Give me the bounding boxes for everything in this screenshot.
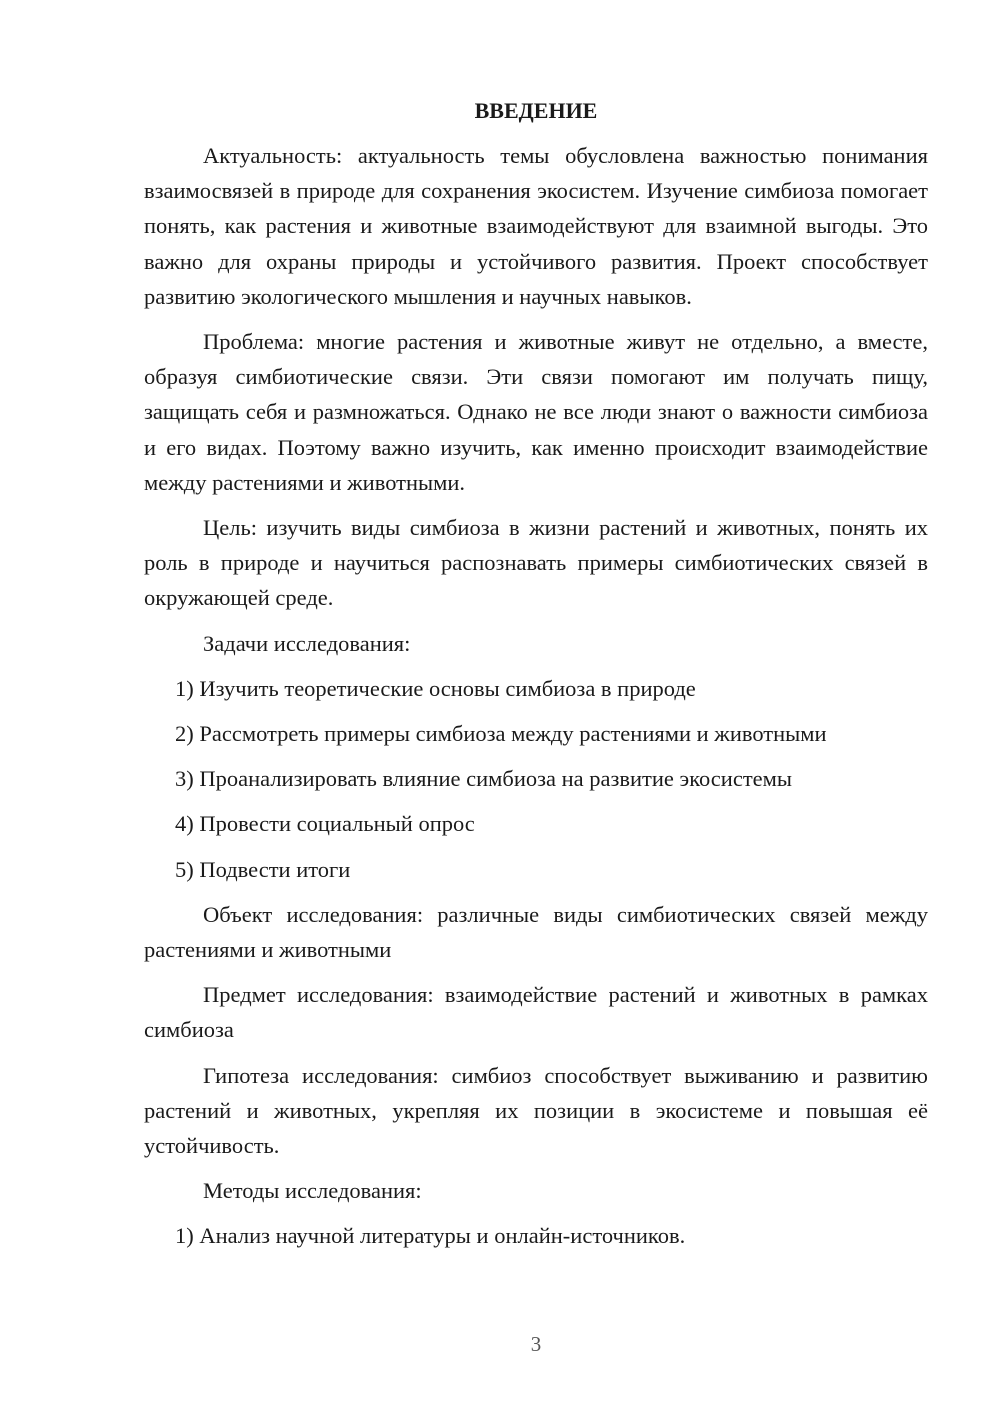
methods-heading: Методы исследования: (203, 1178, 422, 1204)
document-page (144, 96, 928, 1264)
goal-paragraph: Цель: изучить виды симбиоза в жизни растений и животных, понять их роль в природе и научиться распознавать примеры симбиотических связей в окружающей среде. (144, 515, 928, 611)
list-item: 1) Анализ научной литературы и онлайн-источников. (175, 1223, 686, 1249)
object-paragraph: Объект исследования: различные виды симбиотических связей между растениями и животными (144, 901, 928, 963)
list-item: 4) Провести социальный опрос (175, 811, 475, 837)
subject-paragraph: Предмет исследования: взаимодействие растений и животных в рамках симбиоза (144, 982, 928, 1043)
tasks-list (144, 671, 928, 887)
list-item: 1) Изучить теоретические основы симбиоза в природе (175, 675, 696, 701)
hypothesis-paragraph: Гипотеза исследования: симбиоз способствует выживанию и развитию растений и животных, укрепляя их позиции в экосистеме и повышая её устойчивость. (144, 1062, 928, 1159)
list-item: 5) Подвести итоги (175, 856, 351, 882)
page-number: 3 (530, 1332, 542, 1356)
page-title: ВВЕДЕНИЕ (474, 98, 598, 123)
methods-list (144, 1218, 928, 1253)
problem-paragraph: Проблема: многие растения и животные живут не отдельно, а вместе, образуя симбиотические связи. Эти связи помогают им получать пищу, защищать себя и размножаться. Однако не все люди знают о важности симбиоза и его видах. Поэтому важно изучить, как именно происходит взаимодействие между растениями и животными. (144, 329, 928, 495)
tasks-heading: Задачи исследования: (203, 630, 411, 656)
relevance-paragraph: Актуальность: актуальность темы обусловлена важностью понимания взаимосвязей в природе для сохранения экосистем. Изучение симбиоза помогает понять, как растения и животные взаимодействуют для взаимной выгоды. Это важно для охраны природы и устойчивого развития. Проект способствует развитию экологического мышления и научных навыков. (144, 143, 928, 309)
list-item: 2) Рассмотреть примеры симбиоза между растениями и животными (175, 721, 827, 747)
list-item: 3) Проанализировать влияние симбиоза на развитие экосистемы (175, 766, 792, 792)
